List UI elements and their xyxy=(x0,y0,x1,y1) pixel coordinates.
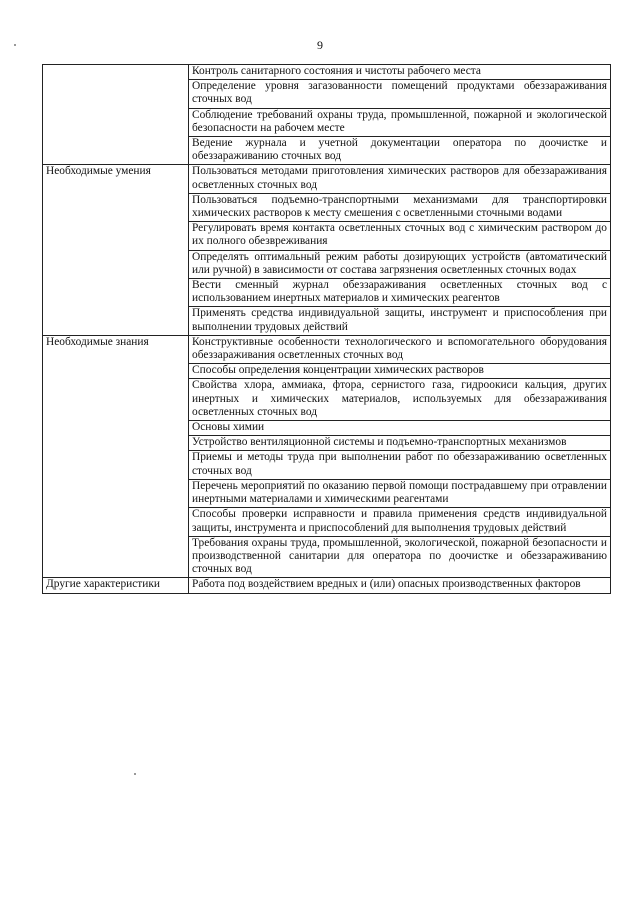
requirement-item: Устройство вентиляционной системы и подъемно-транспортных механизмов xyxy=(189,436,611,451)
scan-mark xyxy=(134,773,136,775)
requirements-table-body xyxy=(43,65,611,594)
requirement-item: Определение уровня загазованности помещений продуктами обеззараживания сточных вод xyxy=(189,80,611,108)
table-row xyxy=(43,335,611,363)
requirement-item: Приемы и методы труда при выполнении работ по обеззараживанию осветленных сточных вод xyxy=(189,451,611,479)
requirement-item: Вести сменный журнал обеззараживания осветленных сточных вод с использованием инертных материалов и химических реагентов xyxy=(189,279,611,307)
section-label xyxy=(43,65,189,165)
requirement-item: Работа под воздействием вредных и (или) опасных производственных факторов xyxy=(189,578,611,593)
requirement-item: Способы проверки исправности и правила применения средств индивидуальной защиты, инструмента и приспособлений для выполнения трудовых действий xyxy=(189,508,611,536)
section-label: Необходимые знания xyxy=(43,335,189,577)
requirement-item: Перечень мероприятий по оказанию первой помощи пострадавшему при отравлении инертными материалами и химическими реагентами xyxy=(189,479,611,507)
requirements-table xyxy=(42,64,611,594)
requirement-item: Свойства хлора, аммиака, фтора, сернистого газа, гидроокиси кальция, других инертных и химических материалов, используемых для обеззараживания осветленных сточных вод xyxy=(189,379,611,421)
table-row xyxy=(43,578,611,593)
requirement-item: Конструктивные особенности технологического и вспомогательного оборудования обеззараживания осветленных сточных вод xyxy=(189,335,611,363)
table-row xyxy=(43,65,611,80)
requirement-item: Требования охраны труда, промышленной, экологической, пожарной безопасности и производственной санитарии для оператора по доочистке и обеззараживанию сточных вод xyxy=(189,536,611,578)
requirement-item: Определять оптимальный режим работы дозирующих устройств (автоматический или ручной) в зависимости от состава загрязнения осветленных сточных водах xyxy=(189,250,611,278)
requirement-item: Способы определения концентрации химических растворов xyxy=(189,364,611,379)
page-number: 9 xyxy=(317,38,323,52)
table-row xyxy=(43,165,611,193)
requirement-item: Контроль санитарного состояния и чистоты рабочего места xyxy=(189,65,611,80)
scan-mark xyxy=(14,44,16,46)
requirement-item: Соблюдение требований охраны труда, промышленной, пожарной и экологической безопасности на рабочем месте xyxy=(189,108,611,136)
requirement-item: Основы химии xyxy=(189,421,611,436)
requirement-item: Ведение журнала и учетной документации оператора по доочистке и обеззараживанию сточных вод xyxy=(189,137,611,165)
requirement-item: Применять средства индивидуальной защиты, инструмент и приспособления при выполнении трудовых действий xyxy=(189,307,611,335)
section-label: Другие характеристики xyxy=(43,578,189,593)
requirement-item: Пользоваться методами приготовления химических растворов для обеззараживания осветленных сточных вод xyxy=(189,165,611,193)
requirement-item: Пользоваться подъемно-транспортными механизмами для транспортировки химических растворов к месту смешения с осветленными сточными водами xyxy=(189,193,611,221)
requirement-item: Регулировать время контакта осветленных сточных вод с химическим раствором до их полного обезвреживания xyxy=(189,222,611,250)
section-label: Необходимые умения xyxy=(43,165,189,335)
